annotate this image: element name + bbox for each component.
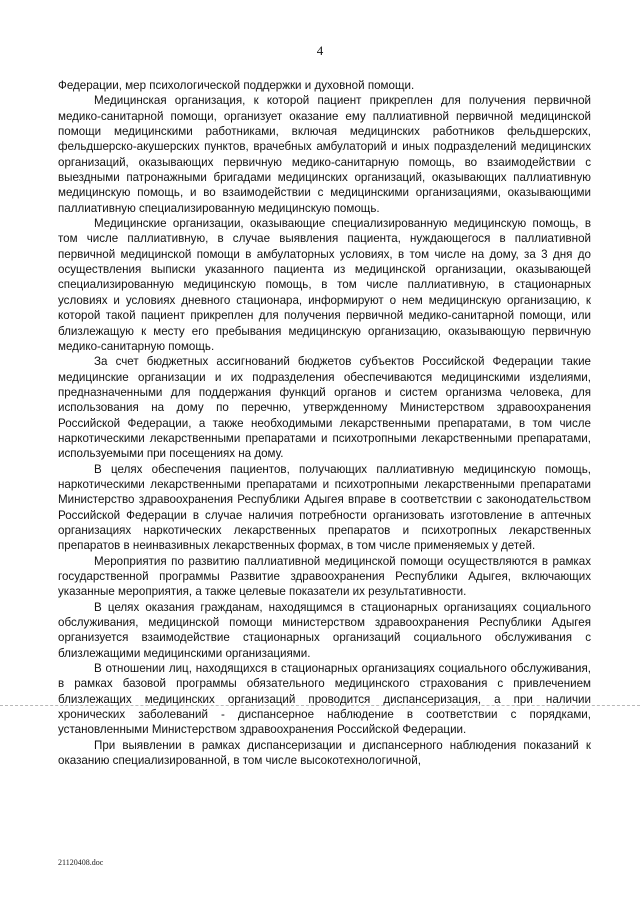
paragraph-dispensarization: В отношении лиц, находящихся в стационарных организациях социального обслуживания, в рамках базовой программы обязательного медицинского страхования с привлечением близлежащих медицинских организаций проводится диспансеризация, а при наличии хронических заболеваний - диспансерное наблюдение в соответствии с порядками, установленными Министерством здравоохранения Российской Федерации. xyxy=(58,662,591,737)
paragraph-narcotic-drugs: В целях обеспечения пациентов, получающих паллиативную медицинскую помощь, наркотическими лекарственными препаратами и психотропными лекарственными препаратами Министерство здравоохранения Республики Адыгея вправе в соответствии с законодательством Российской Федерации в случае наличия потребности организовать изготовление в аптечных организациях наркотических лекарственных препаратов и психотропных лекарственных препаратов в неинвазивных лекарственных формах, в том числе применяемых у детей. xyxy=(58,462,591,553)
document-body xyxy=(58,78,591,768)
paragraph-development-measures: Мероприятия по развитию паллиативной медицинской помощи осуществляются в рамках государственной программы Развитие здравоохранения Республики Адыгея, включающих указанные мероприятия, а также целевые показатели их результативности. xyxy=(58,554,591,599)
scan-artifact-line xyxy=(0,705,640,706)
paragraph-specialized-organizations: Медицинские организации, оказывающие специализированную медицинскую помощь, в том числе паллиативную, в случае выявления пациента, нуждающегося в паллиативной первичной медицинской помощи в амбулаторных условиях, в том числе на дому, за 3 дня до осуществления выписки указанного пациента из медицинской организации, оказывающей специализированную медицинскую помощь, в том числе паллиативную, в стационарных условиях и условиях дневного стационара, информируют о нем медицинскую организацию, к которой такой пациент прикреплен для получения первичной медико-санитарной помощи, или близлежащую к месту его пребывания медицинскую организацию, оказывающую первичную медико-санитарную помощь. xyxy=(58,217,591,353)
paragraph-high-tech-care: При выявлении в рамках диспансеризации и диспансерного наблюдения показаний к оказанию специализированной, в том числе высокотехнологичной, xyxy=(58,738,591,768)
paragraph-social-service-interaction: В целях оказания гражданам, находящимся в стационарных организациях социального обслуживания, медицинской помощи министерством здравоохранения Республики Адыгея организуется взаимодействие стационарных организаций социального обслуживания с близлежащими медицинскими организациями. xyxy=(58,600,591,660)
page-number: 4 xyxy=(316,43,324,58)
paragraph-primary-care-organization: Медицинская организация, к которой пациент прикреплен для получения первичной медико-санитарной помощи, организует оказание ему паллиативной первичной медицинской помощи медицинскими работниками, включая медицинских работников фельдшерских, фельдшерско-акушерских пунктов, врачебных амбулаторий и иных подразделений медицинских организаций, оказывающих первичную медико-санитарную помощь, во взаимодействии с выездными патронажными бригадами медицинских организаций, оказывающих паллиативную медицинскую помощь, и во взаимодействии с медицинскими организациями, оказывающими паллиативную специализированную медицинскую помощь. xyxy=(58,94,591,215)
footer-filename: 21120408.doc xyxy=(58,858,104,867)
paragraph-continuation: Федерации, мер психологической поддержки и духовной помощи. xyxy=(58,79,415,92)
paragraph-budget-funding: За счет бюджетных ассигнований бюджетов субъектов Российской Федерации такие медицинские организации и их подразделения обеспечиваются медицинскими изделиями, предназначенными для поддержания функций органов и систем организма человека, для использования на дому по перечню, утвержденному Министерством здравоохранения Российской Федерации, а также необходимыми лекарственными препаратами, в том числе наркотическими лекарственными препаратами и психотропными лекарственными препаратами, используемыми при посещениях на дому. xyxy=(58,355,591,461)
